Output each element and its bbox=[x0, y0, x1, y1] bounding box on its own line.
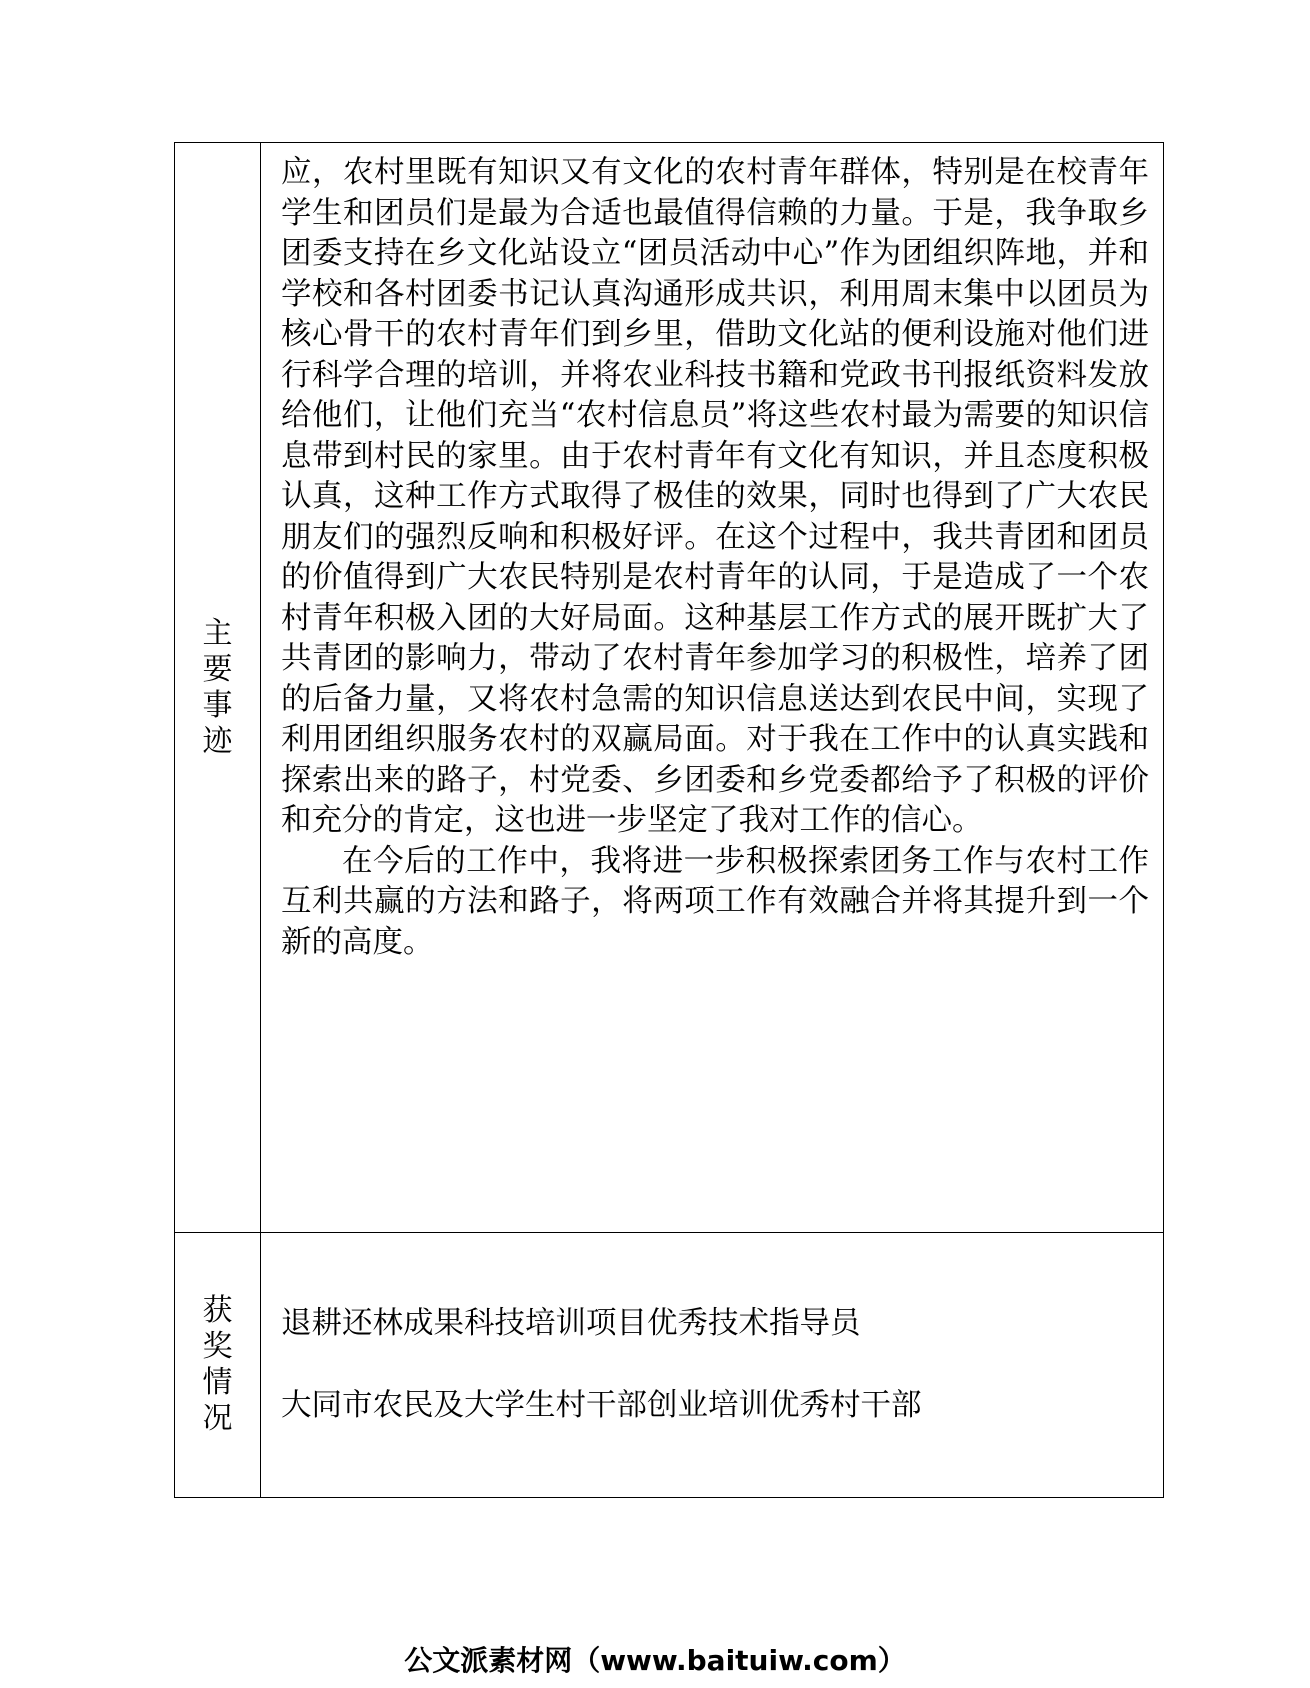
award-item-2: 大同市农民及大学生村干部创业培训优秀村干部 bbox=[281, 1388, 922, 1423]
awards-label: 获奖情况 bbox=[202, 1293, 233, 1436]
main-deeds-paragraph-2: 在今后的工作中，我将进一步积极探索团务工作与农村工作互利共赢的方法和路子，将两项工作有效融合并将其提升到一个新的高度。 bbox=[281, 843, 1149, 960]
awards-row bbox=[175, 1233, 1164, 1498]
main-deeds-label-cell bbox=[175, 143, 261, 1233]
main-deeds-content-cell bbox=[261, 143, 1164, 1233]
main-deeds-row bbox=[175, 143, 1164, 1233]
awards-label-cell bbox=[175, 1233, 261, 1498]
main-deeds-content bbox=[261, 143, 1163, 963]
awards-list bbox=[261, 1304, 1163, 1426]
main-deeds-label: 主要事迹 bbox=[202, 615, 233, 759]
award-item-1: 退耕还林成果科技培训项目优秀技术指导员 bbox=[281, 1306, 861, 1341]
awards-content-cell bbox=[261, 1233, 1164, 1498]
footer-watermark-text: 公文派素材网（www.baituiw.com） bbox=[404, 1644, 906, 1677]
main-deeds-paragraph-1: 应，农村里既有知识又有文化的农村青年群体，特别是在校青年学生和团员们是最为合适也最值得信赖的力量。于是，我争取乡团委支持在乡文化站设立“团员活动中心”作为团组织阵地，并和学校和各村团委书记认真沟通形成共识，利用周末集中以团员为核心骨干的农村青年们到乡里，借助文化站的便利设施对他们进行科学合理的培训，并将农业科技书籍和党政书刊报纸资料发放给他们，让他们充当“农村信息员”将这些农村最为需要的知识信息带到村民的家里。由于农村青年有文化有知识，并且态度积极认真，这种工作方式取得了极佳的效果，同时也得到了广大农民朋友们的强烈反响和积极好评。在这个过程中，我共青团和团员的价值得到广大农民特别是农村青年的认同，于是造成了一个农村青年积极入团的大好局面。这种基层工作方式的展开既扩大了共青团的影响力，带动了农村青年参加学习的积极性，培养了团的后备力量，又将农村急需的知识信息送达到农民中间，实现了利用团组织服务农村的双赢局面。对于我在工作中的认真实践和探索出来的路子，村党委、乡团委和乡党委都给予了积极的评价和充分的肯定，这也进一步坚定了我对工作的信心。 bbox=[281, 155, 1149, 838]
record-form-table bbox=[174, 142, 1164, 1498]
award-spacer bbox=[281, 1344, 1149, 1386]
